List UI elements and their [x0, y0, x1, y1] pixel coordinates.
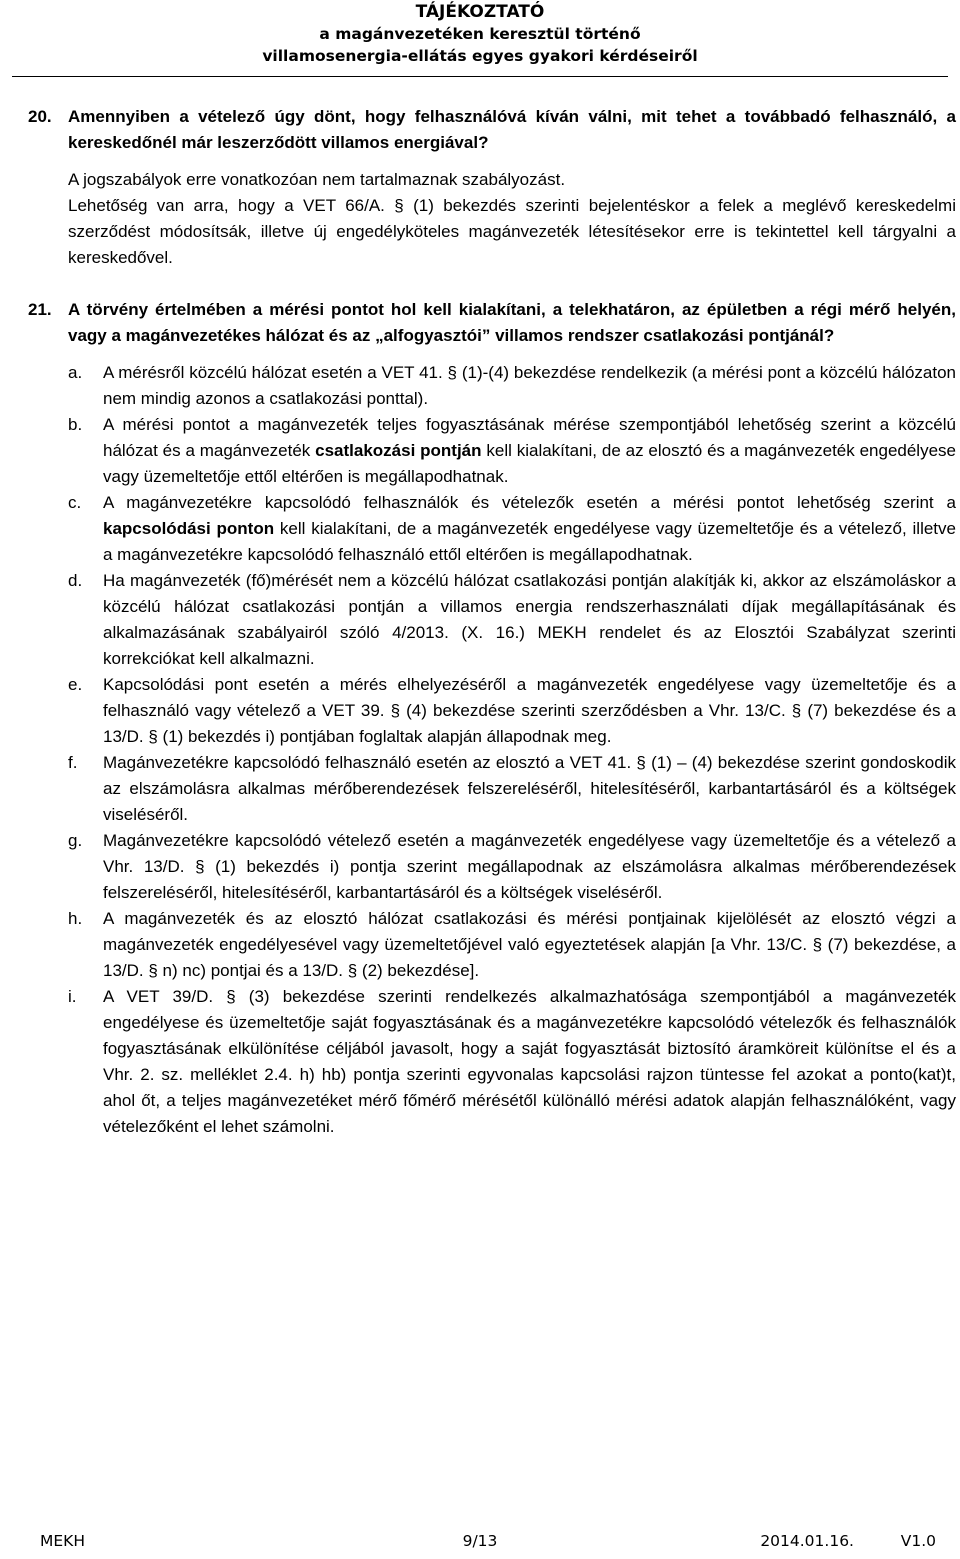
item-text: Magánvezetékre kapcsolódó felhasználó esetén az elosztó a VET 41. § (1) – (4) bekezdése szerint gondoskodik az elszámolásra alkalmas mérőberendezések felszereléséről, hitelesítéséről, karbantartásáról és a költségek viseléséről. [103, 753, 956, 824]
header-divider [12, 76, 948, 77]
item-text: A mérésről közcélú hálózat esetén a VET 41. § (1)-(4) bekezdése rendelkezik (a mérési pont a közcélú hálózaton nem mindig azonos a csatlakozási ponttal). [103, 363, 956, 408]
answer-item-h [68, 906, 956, 984]
answer-item-f [68, 750, 956, 828]
question-text: A törvény értelmében a mérési pontot hol kell kialakítani, a telekhatáron, az épületben a régi mérő helyén, vagy a magánvezetékes hálózat és az „alfogyasztói” villamos rendszer csatlakozási pontjánál? [68, 300, 956, 345]
item-text: Magánvezetékre kapcsolódó vételező esetén a magánvezeték engedélyese vagy üzemeltetője és a vételező a Vhr. 13/D. § (1) bekezdés i) pontja szerint megállapodnak az elszámolásra alkalmas mérőberendezések felszereléséről, hitelesítéséről, karbantartásáról és a költségek viseléséről. [103, 831, 956, 902]
item-text: Ha magánvezeték (fő)mérését nem a közcélú hálózat csatlakozási pontján alakítják ki, akkor az elszámoláskor a közcélú hálózat csatlakozási pontján a villamos energia rendszerhasználati díjak megállapításának és alkalmazásának szabályairól szóló 4/2013. (X. 16.) MEKH rendelet és az Elosztói Szabályzat szerinti korrekciókat kell alkalmazni. [103, 571, 956, 668]
document-subtitle-line-1: a magánvezetéken keresztül történő [319, 25, 641, 43]
document-subtitle-line-2: villamosenergia-ellátás egyes gyakori kérdéseiről [262, 47, 698, 65]
answer-paragraph: A jogszabályok erre vonatkozóan nem tartalmaznak szabályozást. [68, 170, 566, 189]
item-letter: f. [68, 753, 78, 772]
document-body [28, 104, 956, 1140]
answer-paragraph: Lehetőség van arra, hogy a VET 66/A. § (1) bekezdés szerinti bejelentéskor a felek a meglévő kereskedelmi szerződést módosítsák, illetve új engedélyköteles magánvezeték létesítésekor erre is tekintettel kell tárgyalni a kereskedővel. [68, 196, 956, 267]
item-letter: h. [68, 909, 83, 928]
question-text: Amennyiben a vételező úgy dönt, hogy felhasználóvá kíván válni, mit tehet a továbbadó felhasználó, a kereskedőnél már leszerződött villamos energiával? [68, 107, 956, 152]
item-text: A mérési pontot a magánvezeték teljes fogyasztásának mérése szempontjából lehetőség szerint a közcélú hálózat és a magánvezeték csatlakozási pontján kell kialakítani, de az elosztó és a magánvezeték engedélyese vagy üzemeltetője ettől eltérően is megállapodhatnak. [103, 415, 956, 486]
item-text: Kapcsolódási pont esetén a mérés elhelyezéséről a magánvezeték engedélyese vagy üzemeltetője és a felhasználó vagy vételező a VET 39. § (4) bekezdése szerinti szerződésben a Vhr. 13/C. § (7) bekezdése és a 13/D. § (1) bekezdés i) pontjában foglaltak alapján állapodnak meg. [103, 675, 956, 746]
item-letter: i. [68, 987, 77, 1006]
item-text: A VET 39/D. § (3) bekezdése szerinti rendelkezés alkalmazhatósága szempontjából a magánvezeték engedélyese és üzemeltetője saját fogyasztásának és a magánvezetékre kapcsolódó vételezők és felhasználók fogyasztásának elkülönítése céljából javasolt, hogy a saját fogyasztását biztosító áramköreit különítse el és a Vhr. 2. sz. melléklet 2.4. h) hb) pontja szerinti egyvonalas kapcsolási rajzon tüntesse fel azokat a ponto(kat)t, ahol őt, a teljes magánvezetéket mérő főmérő mérésétől különálló mérési adatok alapján felhasználóként, vagy vételezőként el lehet számolni. [103, 987, 956, 1136]
footer-date: 2014.01.16. [760, 1532, 854, 1550]
document-header [0, 0, 960, 67]
item-letter: b. [68, 415, 83, 434]
footer-version: V1.0 [900, 1532, 936, 1550]
footer-organization: MEKH [40, 1532, 85, 1550]
answer-item-c [68, 490, 956, 568]
question-21 [28, 297, 956, 349]
item-text: A magánvezeték és az elosztó hálózat csatlakozási és mérési pontjainak kijelölését az elosztó végzi a magánvezeték engedélyesével vagy üzemeltetőjével való egyeztetések alapján [a Vhr. 13/C. § (7) bekezdése, a 13/D. § n) nc) pontjai és a 13/D. § (2) bekezdése]. [103, 909, 956, 980]
answer-item-a [68, 360, 956, 412]
answer-item-e [68, 672, 956, 750]
answer-item-d [68, 568, 956, 672]
item-letter: d. [68, 571, 83, 590]
item-letter: c. [68, 493, 82, 512]
item-letter: a. [68, 363, 83, 382]
answer-list [28, 360, 956, 1140]
document-title: TÁJÉKOZTATÓ [415, 2, 545, 22]
question-number: 21. [28, 300, 52, 319]
question-20 [28, 104, 956, 156]
item-letter: g. [68, 831, 83, 850]
footer-page-number: 9/13 [462, 1532, 498, 1550]
question-number: 20. [28, 107, 52, 126]
answer-item-i [68, 984, 956, 1140]
item-text: A magánvezetékre kapcsolódó felhasználók és vételezők esetén a mérési pontot lehetőség szerint a kapcsolódási ponton kell kialakítani, de a magánvezeték engedélyese vagy üzemeltetője és a vételező, illetve a magánvezetékre kapcsolódó felhasználó ettől eltérően is megállapodhatnak. [103, 493, 956, 564]
answer-item-b [68, 412, 956, 490]
item-letter: e. [68, 675, 83, 694]
answer-item-g [68, 828, 956, 906]
